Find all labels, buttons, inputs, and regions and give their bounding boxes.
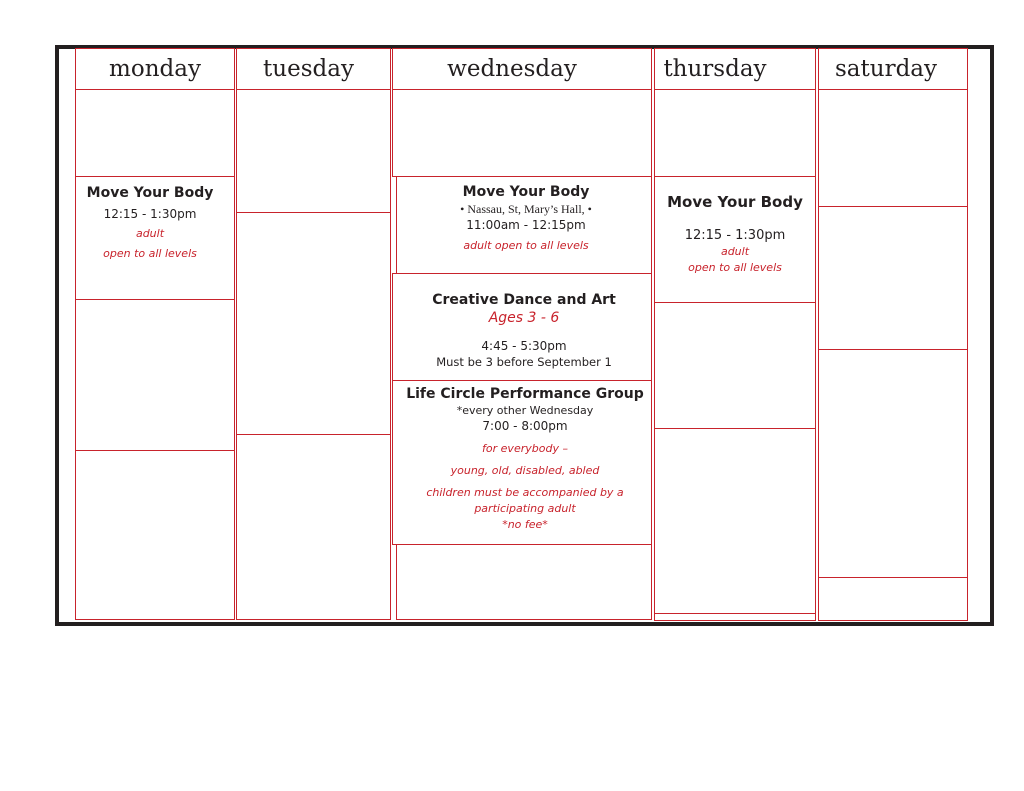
day-header-saturday: saturday <box>835 56 937 82</box>
event-location: • Nassau, St, Mary’s Hall, • <box>460 202 592 216</box>
day-header-monday: monday <box>109 56 201 82</box>
event-creative-dance-and-art <box>392 291 656 370</box>
event-thursday-move-your-body <box>654 193 816 276</box>
event-fee: *no fee* <box>502 518 548 531</box>
event-audience: for everybody – <box>482 442 568 455</box>
slot-saturday-4 <box>818 577 968 621</box>
event-time: 12:15 - 1:30pm <box>103 207 197 221</box>
slot-monday-4 <box>75 450 235 620</box>
slot-wednesday-5 <box>396 544 652 620</box>
slot-tuesday-3 <box>236 434 391 620</box>
event-time: 7:00 - 8:00pm <box>482 419 568 433</box>
slot-tuesday-2 <box>236 212 391 435</box>
slot-thursday-3 <box>654 302 816 429</box>
event-title: Life Circle Performance Group <box>406 386 644 402</box>
slot-thursday-1 <box>654 89 816 177</box>
day-header-wednesday: wednesday <box>447 56 577 82</box>
slot-thursday-4 <box>654 428 816 614</box>
event-title: Move Your Body <box>462 184 590 200</box>
slot-saturday-3 <box>818 349 968 578</box>
slot-saturday-2 <box>818 206 968 350</box>
day-header-thursday: thursday <box>663 56 767 82</box>
event-audience: adult <box>135 227 165 240</box>
slot-monday-3 <box>75 299 235 451</box>
event-title: Move Your Body <box>86 185 214 201</box>
event-time: 4:45 - 5:30pm <box>481 339 567 353</box>
event-time: 12:15 - 1:30pm <box>684 228 786 243</box>
event-ages: Ages 3 - 6 <box>488 310 560 326</box>
event-level: open to all levels <box>688 261 782 274</box>
event-audience: adult <box>720 245 750 258</box>
event-title: Move Your Body <box>667 193 803 211</box>
event-audience-detail: young, old, disabled, abled <box>450 464 600 477</box>
event-children-note: children must be accompanied by a participating adult <box>426 486 624 515</box>
slot-thursday-5 <box>654 613 816 621</box>
event-time: 11:00am - 12:15pm <box>466 218 586 232</box>
day-header-tuesday: tuesday <box>263 56 354 82</box>
slot-tuesday-1 <box>236 89 391 213</box>
slot-monday-1 <box>75 89 235 177</box>
event-life-circle-performance-group <box>392 385 658 533</box>
event-requirement: Must be 3 before September 1 <box>436 355 612 369</box>
slot-saturday-1 <box>818 89 968 207</box>
event-frequency: *every other Wednesday <box>456 404 594 417</box>
event-audience: adult open to all levels <box>463 239 589 252</box>
event-level: open to all levels <box>103 247 197 260</box>
event-monday-move-your-body <box>75 184 225 262</box>
event-wednesday-move-your-body <box>396 183 656 254</box>
slot-wednesday-1 <box>392 89 652 177</box>
event-title: Creative Dance and Art <box>432 292 616 308</box>
